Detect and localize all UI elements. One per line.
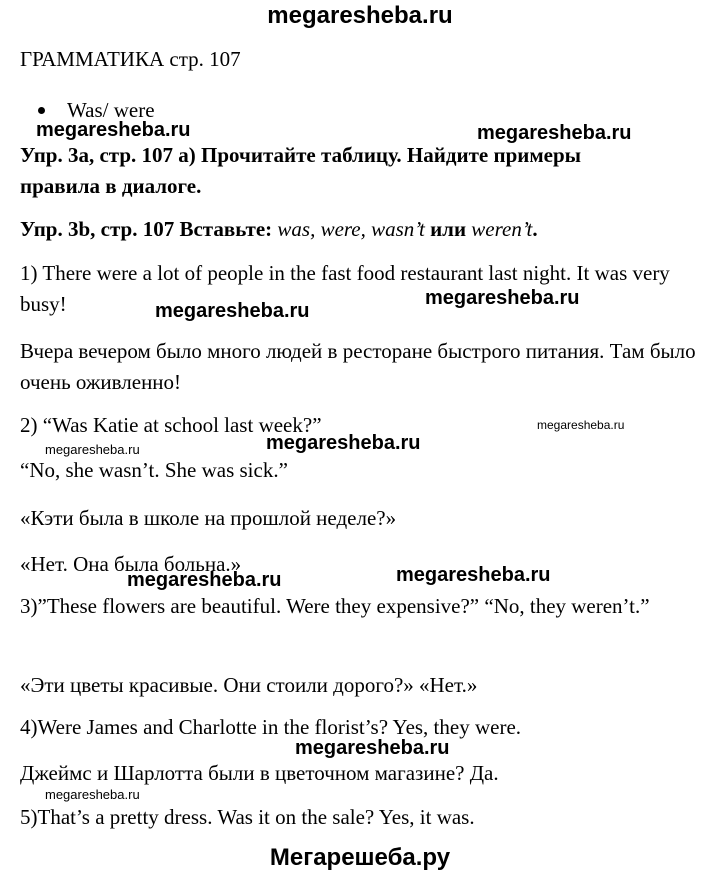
item-1-english: 1) There were a lot of people in the fast food restaurant last night. It was very busy!	[20, 261, 670, 316]
exercise-3b-period: .	[532, 217, 538, 241]
watermark: megaresheba.ru	[45, 442, 140, 457]
item-3-english: 3)”These flowers are beautiful. Were they expensive?” “No, they weren’t.”	[20, 594, 650, 618]
exercise-3b-or: или	[430, 217, 467, 241]
exercise-3b-words: was, were, wasn’t	[277, 217, 425, 241]
watermark: megaresheba.ru	[477, 122, 632, 144]
exercise-3b-last-word: weren’t	[471, 217, 533, 241]
watermark: megaresheba.ru	[127, 569, 282, 591]
watermark: megaresheba.ru	[36, 119, 191, 141]
item-5-english: 5)That’s a pretty dress. Was it on the sale? Yes, it was.	[20, 805, 475, 829]
exercise-3a-heading: Упр. 3a, стр. 107 а) Прочитайте таблицу. Найдите примеры правила в диалоге.	[20, 143, 582, 198]
watermark: megaresheba.ru	[295, 737, 450, 759]
watermark: megaresheba.ru	[537, 418, 625, 432]
watermark: megaresheba.ru	[45, 787, 140, 802]
header-site-name: megaresheba.ru	[267, 2, 453, 29]
section-title: ГРАММАТИКА стр. 107	[20, 47, 241, 71]
watermark: megaresheba.ru	[396, 564, 551, 586]
exercise-3b-heading	[20, 214, 700, 245]
item-1-russian: Вчера вечером было много людей в ресторане быстрого питания. Там было очень оживленно!	[20, 339, 696, 394]
item-2-russian-answer: «Нет. Она была больна.»	[20, 552, 242, 576]
bullet-text: Was/ were	[67, 98, 155, 122]
exercise-3b-label: Упр. 3b, стр. 107 Вставьте:	[20, 217, 273, 241]
footer-site-name: Мегарешеба.ру	[269, 844, 451, 871]
watermark: megaresheba.ru	[155, 300, 310, 322]
item-3-russian: «Эти цветы красивые. Они стоили дорого?» «Нет.»	[20, 673, 478, 697]
item-2-russian-question: «Кэти была в школе на прошлой неделе?»	[20, 506, 397, 530]
bullet-dot-icon	[38, 107, 45, 114]
item-2-english-question: 2) “Was Katie at school last week?”	[20, 413, 322, 437]
item-2-english-answer: “No, she wasn’t. She was sick.”	[20, 458, 288, 482]
item-4-russian: Джеймс и Шарлотта были в цветочном магазине? Да.	[20, 761, 499, 785]
watermark: megaresheba.ru	[266, 432, 421, 454]
watermark: megaresheba.ru	[425, 287, 580, 309]
item-4-english: 4)Were James and Charlotte in the florist’s? Yes, they were.	[20, 715, 522, 739]
